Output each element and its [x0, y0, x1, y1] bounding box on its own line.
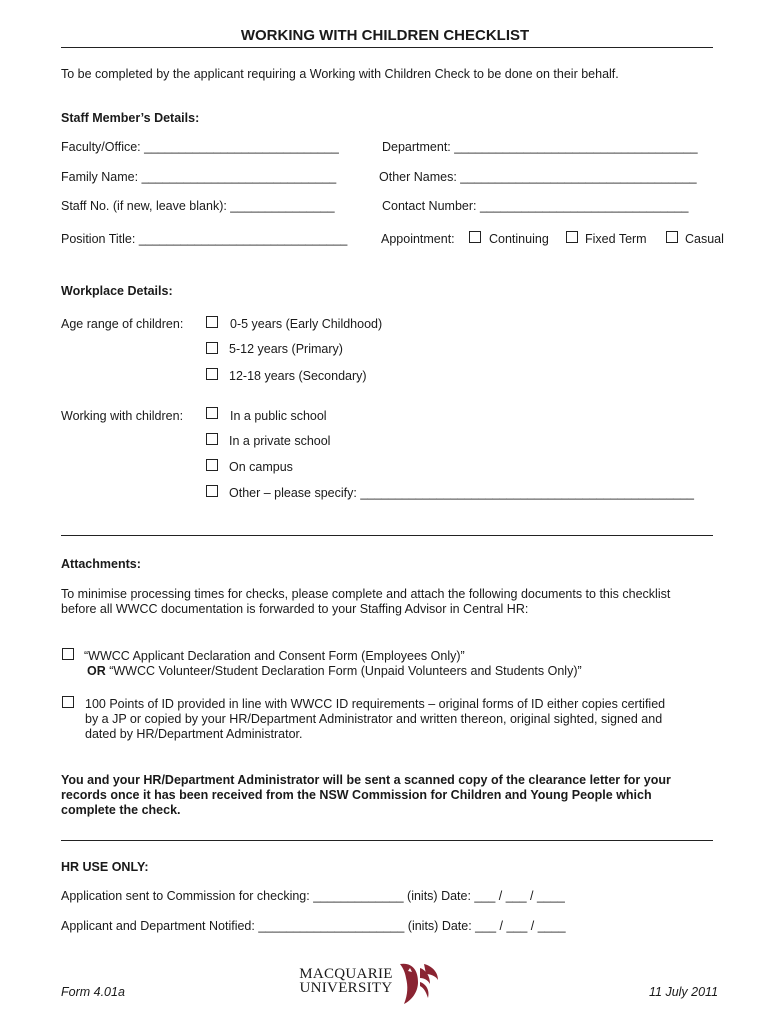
other-checkbox[interactable] [206, 485, 218, 497]
public-school-checkbox[interactable] [206, 407, 218, 419]
appointment-label: Appointment: [381, 232, 455, 246]
wwcc-volunteer-form-text [87, 664, 582, 678]
attachments-intro-line1: To minimise processing times for checks, please complete and attach the following documents to this checklist [61, 587, 671, 601]
notice-line3: complete the check. [61, 803, 181, 817]
page-title: WORKING WITH CHILDREN CHECKLIST [240, 27, 530, 44]
working-with-label: Working with children: [61, 409, 184, 423]
points-id-line2: by a JP or copied by your HR/Department Administrator and written thereon, original sighted, signed and [85, 712, 663, 726]
age-12-18-checkbox[interactable] [206, 368, 218, 380]
contact-number-field[interactable]: Contact Number: ______________________________ [382, 199, 689, 213]
age-5-12-checkbox[interactable] [206, 342, 218, 354]
attachments-intro-line2: before all WWCC documentation is forwarded to your Staffing Advisor in Central HR: [61, 602, 529, 616]
age-5-12-label: 5-12 years (Primary) [229, 342, 343, 356]
casual-checkbox[interactable] [666, 231, 678, 243]
public-school-label: In a public school [230, 409, 327, 423]
workplace-heading: Workplace Details: [61, 284, 173, 298]
points-id-checkbox[interactable] [62, 696, 74, 708]
fixed-term-label: Fixed Term [585, 232, 647, 246]
logo-line2: UNIVERSITY [299, 980, 393, 996]
position-title-field[interactable]: Position Title: ______________________________ [61, 232, 348, 246]
on-campus-checkbox[interactable] [206, 459, 218, 471]
wwcc-form-checkbox[interactable] [62, 648, 74, 660]
family-name-field[interactable]: Family Name: ____________________________ [61, 170, 337, 184]
continuing-checkbox[interactable] [469, 231, 481, 243]
age-0-5-label: 0-5 years (Early Childhood) [230, 317, 383, 331]
form-date: 11 July 2011 [649, 985, 719, 999]
title-rule [61, 47, 713, 48]
wwcc-applicant-form-text: “WWCC Applicant Declaration and Consent Form (Employees Only)” [84, 649, 465, 663]
casual-label: Casual [685, 232, 724, 246]
other-names-field[interactable]: Other Names: __________________________________ [379, 170, 697, 184]
hr-application-sent-line[interactable]: Application sent to Commission for checking: _____________ (inits) Date: ___ / ___ / ____ [61, 889, 565, 903]
logo-line1: MACQUARIE [299, 966, 393, 982]
continuing-label: Continuing [489, 232, 549, 246]
section-rule-2 [61, 840, 713, 841]
intro-text: To be completed by the applicant requiring a Working with Children Check to be done on their behalf. [61, 67, 619, 81]
attachments-heading: Attachments: [61, 557, 141, 571]
university-logo-text [298, 967, 394, 995]
notice-line1: You and your HR/Department Administrator will be sent a scanned copy of the clearance letter for your [61, 773, 671, 787]
points-id-line1: 100 Points of ID provided in line with WWCC ID requirements – original forms of ID either copies certified [85, 697, 666, 711]
hr-applicant-notified-line[interactable]: Applicant and Department Notified: _____________________ (inits) Date: ___ / ___ / ____ [61, 919, 566, 933]
points-id-line3: dated by HR/Department Administrator. [85, 727, 303, 741]
hr-heading: HR USE ONLY: [61, 860, 149, 874]
age-range-label: Age range of children: [61, 317, 184, 331]
section-rule-1 [61, 535, 713, 536]
staff-heading: Staff Member’s Details: [61, 111, 200, 125]
university-crest-icon [396, 958, 442, 1006]
notice-line2: records once it has been received from the NSW Commission for Children and Young People which [61, 788, 652, 802]
age-0-5-checkbox[interactable] [206, 316, 218, 328]
faculty-field[interactable]: Faculty/Office: ____________________________ [61, 140, 339, 154]
volunteer-form-label: “WWCC Volunteer/Student Declaration Form (Unpaid Volunteers and Students Only)” [105, 664, 582, 678]
fixed-term-checkbox[interactable] [566, 231, 578, 243]
other-specify-field[interactable]: Other – please specify: ________________________________________________ [229, 486, 695, 500]
department-field[interactable]: Department: ___________________________________ [382, 140, 698, 154]
on-campus-label: On campus [229, 460, 293, 474]
private-school-checkbox[interactable] [206, 433, 218, 445]
private-school-label: In a private school [229, 434, 331, 448]
form-number: Form 4.01a [61, 985, 125, 999]
or-keyword: OR [87, 664, 106, 678]
staff-no-field[interactable]: Staff No. (if new, leave blank): _______________ [61, 199, 335, 213]
age-12-18-label: 12-18 years (Secondary) [229, 369, 367, 383]
